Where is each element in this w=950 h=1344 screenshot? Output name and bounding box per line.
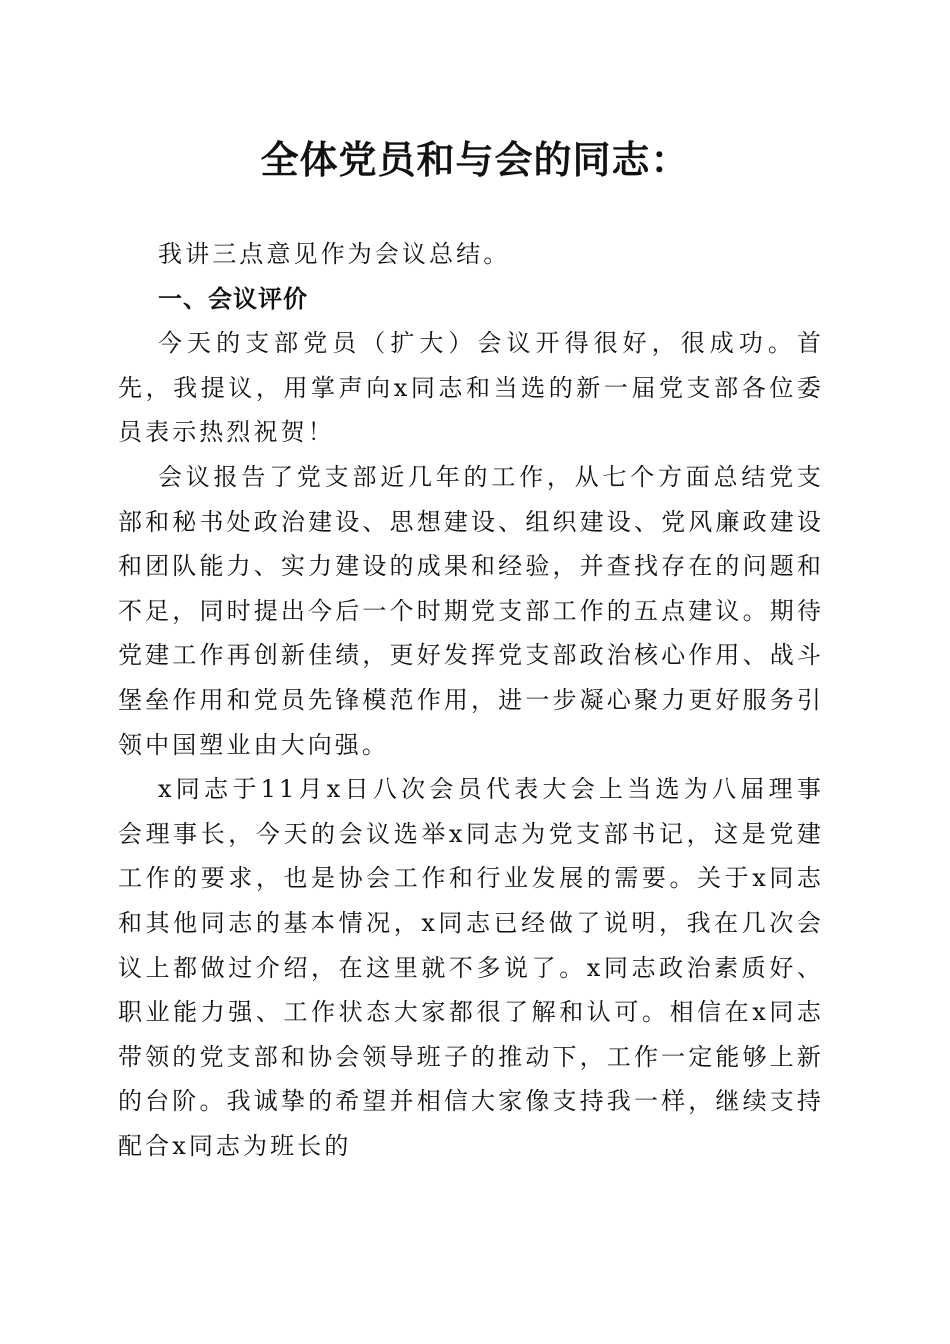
paragraph-report-summary: 会议报告了党支部近几年的工作，从七个方面总结党支部和秘书处政治建设、思想建设、组织建设、党风廉政建设和团队能力、实力建设的成果和经验，并查找存在的问题和不足，同时提出今后一个时期党支部工作的五点建议。期待党建工作再创新佳绩，更好发挥党支部政治核心作用、战斗堡垒作用和党员先锋模范作用，进一步凝心聚力更好服务引领中国塑业由大向强。 <box>118 462 824 759</box>
paragraph-congratulations: 今天的支部党员（扩大）会议开得很好，很成功。首先，我提议，用掌声向x同志和当选的新一届党支部各位委员表示热烈祝贺！ <box>118 329 824 447</box>
page-title: 全体党员和与会的同志： <box>260 137 690 182</box>
section-heading: 一、会议评价 <box>158 284 308 313</box>
paragraph-election: x同志于11月x日八次会员代表大会上当选为八届理事会理事长，今天的会议选举x同志为党支部书记，这是党建工作的要求，也是协会工作和行业发展的需要。关于x同志和其他同志的基本情况，x同志已经做了说明，我在几次会议上都做过介绍，在这里就不多说了。x同志政治素质好、职业能力强、工作状态大家都很了解和认可。相信在x同志带领的党支部和协会领导班子的推动下，工作一定能够上新的台阶。我诚挚的希望并相信大家像支持我一样，继续支持配合x同志为班长的 <box>118 775 824 1160</box>
intro-paragraph: 我讲三点意见作为会议总结。 <box>158 240 511 268</box>
document-body <box>118 232 824 1160</box>
